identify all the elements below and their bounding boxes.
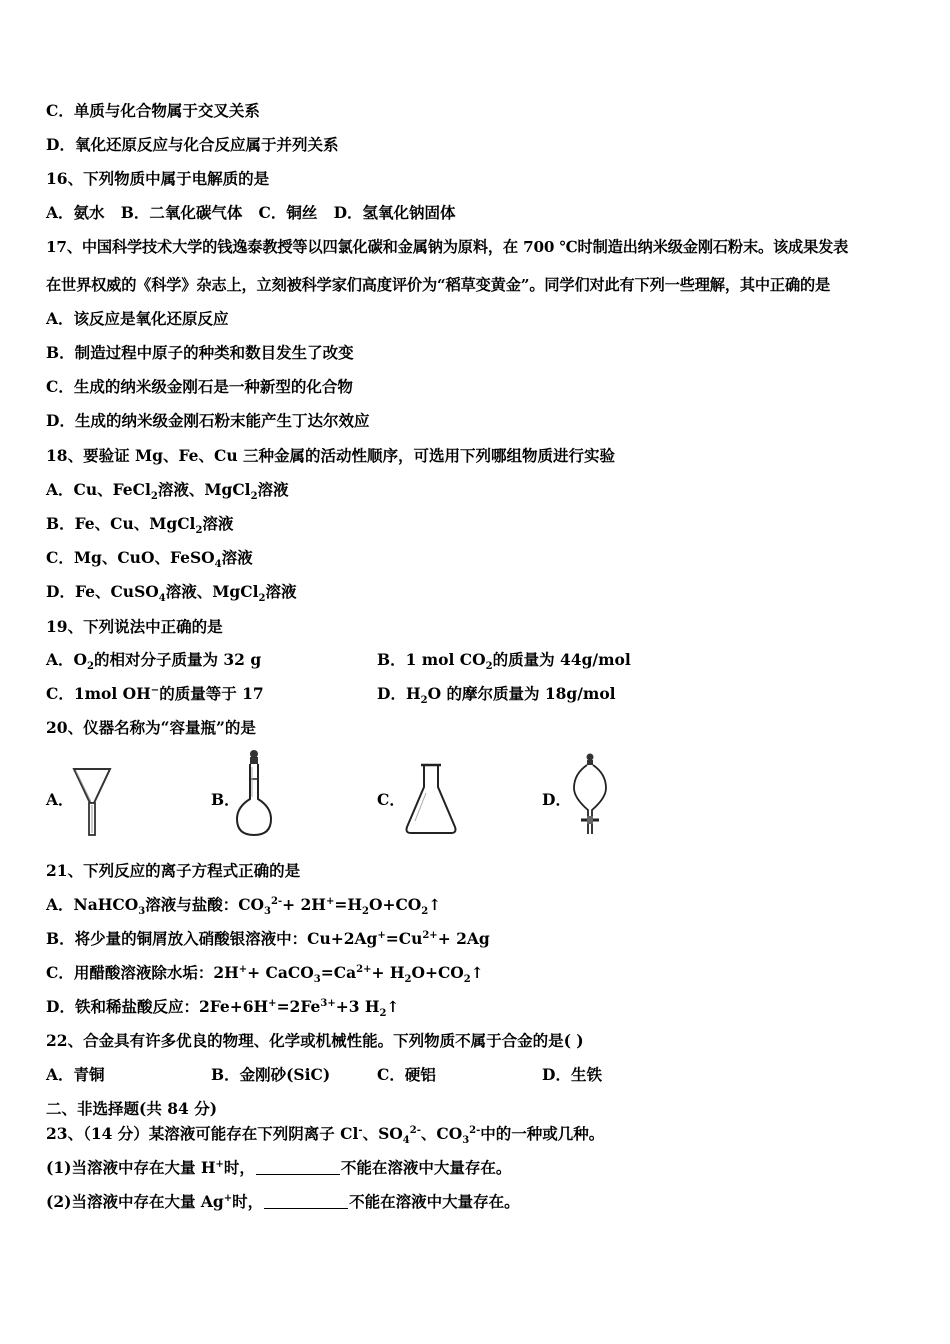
option-d-label: D． [542, 790, 571, 809]
text: 时， [223, 1158, 255, 1177]
subscript: 3 [138, 906, 146, 918]
subscript: 3 [462, 1135, 470, 1147]
text: B．1 mol CO [377, 650, 486, 669]
answer-blank[interactable] [264, 1194, 348, 1209]
option-b: B．制造过程中原子的种类和数目发生了改变 [46, 343, 354, 362]
subscript: 2 [404, 974, 412, 986]
text: B．将少量的铜屑放入硝酸银溶液中：Cu+2Ag [46, 929, 378, 948]
superscript: 2- [469, 1124, 481, 1136]
option-b [46, 929, 490, 949]
option-c [46, 548, 253, 571]
text: A．O [46, 650, 88, 669]
text: 溶液与盐酸：CO [145, 895, 265, 914]
superscript: 2- [271, 895, 283, 907]
text: C．1mol OH [46, 684, 151, 703]
subscript: 2 [150, 491, 158, 503]
text: ↑ [386, 997, 400, 1016]
option-d: D．氢氧化钠固体 [333, 203, 456, 222]
text: D．铁和稀盐酸反应：2Fe+6H [46, 997, 269, 1016]
option-a-label: A． [46, 790, 74, 809]
funnel-icon [70, 765, 114, 839]
question-16-options [46, 203, 456, 223]
question-20-stem: 20、仪器名称为“容量瓶”的是 [46, 718, 256, 737]
text: D．H [377, 684, 421, 703]
text: O 的摩尔质量为 18g/mol [427, 684, 616, 703]
question-23-part-2 [46, 1192, 520, 1212]
text: =2Fe [276, 997, 321, 1016]
superscript: + [377, 929, 386, 941]
text: B．Fe、Cu、MgCl [46, 514, 196, 533]
question-21-stem: 21、下列反应的离子方程式正确的是 [46, 861, 301, 880]
text: =Cu [385, 929, 423, 948]
text: 溶液 [257, 480, 289, 499]
text: O+CO [368, 895, 422, 914]
subscript: 2 [379, 1008, 387, 1020]
text: + H [371, 963, 405, 982]
text: 时， [232, 1192, 264, 1211]
subscript: 2 [258, 593, 266, 605]
question-19-stem: 19、下列说法中正确的是 [46, 617, 223, 636]
option-d [46, 997, 400, 1020]
subscript: 2 [463, 974, 471, 986]
subscript: 2 [250, 491, 258, 503]
option-a [46, 895, 442, 918]
option-a: A．氨水 [46, 203, 105, 222]
text: ↑ [470, 963, 484, 982]
text: (1)当溶液中存在大量 H [46, 1158, 216, 1177]
text: +3 H [335, 997, 380, 1016]
separatory-funnel-icon [570, 752, 610, 838]
superscript: + [268, 997, 277, 1009]
question-23-stem [46, 1124, 605, 1147]
option-b [46, 514, 234, 537]
text: C．Mg、CuO、FeSO [46, 548, 215, 567]
question-16-stem: 16、下列物质中属于电解质的是 [46, 169, 270, 188]
option-b-label: B． [211, 790, 240, 809]
text: 中的一种或几种。 [480, 1124, 605, 1143]
option-b: B．金刚砂(SiC) [211, 1065, 331, 1084]
text: 溶液 [221, 548, 253, 567]
subscript: 4 [402, 1135, 410, 1147]
text: ↑ [428, 895, 442, 914]
option-d [46, 582, 297, 605]
superscript: 2+ [356, 963, 372, 975]
subscript: 2 [361, 906, 369, 918]
subscript: 4 [214, 559, 222, 571]
subscript: 2 [421, 906, 429, 918]
text: A．Cu、FeCl [46, 480, 151, 499]
text: 、CO [420, 1124, 463, 1143]
answer-blank[interactable] [256, 1160, 340, 1175]
superscript: + [223, 1192, 233, 1204]
subscript: 3 [313, 974, 321, 986]
text: =H [334, 895, 362, 914]
superscript: 2+ [422, 929, 438, 941]
text: 溶液、MgCl [165, 582, 259, 601]
superscript: - [358, 1124, 363, 1136]
option-a [46, 480, 289, 503]
text: 23、（14 分）某溶液可能存在下列阴离子 Cl [46, 1124, 359, 1143]
option-c [46, 963, 484, 986]
option-b: B．二氧化碳气体 [120, 203, 243, 222]
superscript: + [325, 895, 335, 907]
question-17-stem-line1: 17、中国科学技术大学的钱逸泰教授等以四氯化碳和金属钠为原料，在 700 ℃时制造出纳米级金刚石粉末。该成果发表 [46, 238, 849, 256]
text: 的相对分子质量为 32 g [94, 650, 262, 669]
text: D．Fe、CuSO [46, 582, 159, 601]
option-d: D．氧化还原反应与化合反应属于并列关系 [46, 135, 339, 154]
text: 的质量等于 17 [159, 684, 264, 703]
superscript: + [238, 963, 248, 975]
superscript: + [215, 1158, 224, 1170]
volumetric-flask-icon [234, 749, 274, 839]
superscript: − [150, 684, 160, 696]
text: C．用醋酸溶液除水垢：2H [46, 963, 239, 982]
text: (2)当溶液中存在大量 Ag [46, 1192, 224, 1211]
option-d: D．生铁 [542, 1065, 602, 1084]
option-c: C．单质与化合物属于交叉关系 [46, 101, 260, 120]
subscript: 4 [158, 593, 166, 605]
subscript: 2 [195, 525, 203, 537]
option-c: C．生成的纳米级金刚石是一种新型的化合物 [46, 377, 353, 396]
option-d: D．生成的纳米级金刚石粉末能产生丁达尔效应 [46, 411, 370, 430]
text: 、SO [362, 1124, 403, 1143]
superscript: 2- [409, 1124, 421, 1136]
option-a [46, 650, 262, 673]
option-c: C．硬铝 [377, 1065, 436, 1084]
text: 溶液 [202, 514, 234, 533]
text: 溶液 [265, 582, 297, 601]
option-a: A．该反应是氧化还原反应 [46, 309, 229, 328]
text: + CaCO [247, 963, 314, 982]
text: 溶液、MgCl [157, 480, 251, 499]
text: 不能在溶液中大量存在。 [340, 1158, 512, 1177]
subscript: 2 [87, 661, 94, 673]
text: + 2Ag [437, 929, 490, 948]
option-d [377, 684, 616, 707]
superscript: 3+ [320, 997, 336, 1009]
subscript: 2 [485, 661, 493, 673]
question-23-part-1 [46, 1158, 511, 1178]
question-18-stem: 18、要验证 Mg、Fe、Cu 三种金属的活动性顺序，可选用下列哪组物质进行实验 [46, 446, 615, 465]
subscript: 2 [420, 695, 428, 707]
question-17-stem-line2: 在世界权威的《科学》杂志上，立刻被科学家们高度评价为“稻草变黄金”。同学们对此有下列一些理解，其中正确的是 [46, 276, 831, 294]
text: 不能在溶液中大量存在。 [349, 1192, 520, 1211]
question-22-stem: 22、合金具有许多优良的物理、化学或机械性能。下列物质不属于合金的是( ) [46, 1031, 584, 1050]
subscript: 3 [264, 906, 272, 918]
text: =Ca [320, 963, 357, 982]
option-c-label: C． [377, 790, 405, 809]
text: A．NaHCO [46, 895, 139, 914]
option-c [46, 684, 264, 704]
text: 的质量为 44g/mol [492, 650, 631, 669]
option-c: C．铜丝 [258, 203, 318, 222]
option-a: A．青铜 [46, 1065, 105, 1084]
text: + 2H [282, 895, 326, 914]
section-title: 二、非选择题(共 84 分) [46, 1099, 218, 1118]
option-b [377, 650, 631, 673]
erlenmeyer-flask-icon [403, 761, 459, 837]
text: O+CO [411, 963, 464, 982]
